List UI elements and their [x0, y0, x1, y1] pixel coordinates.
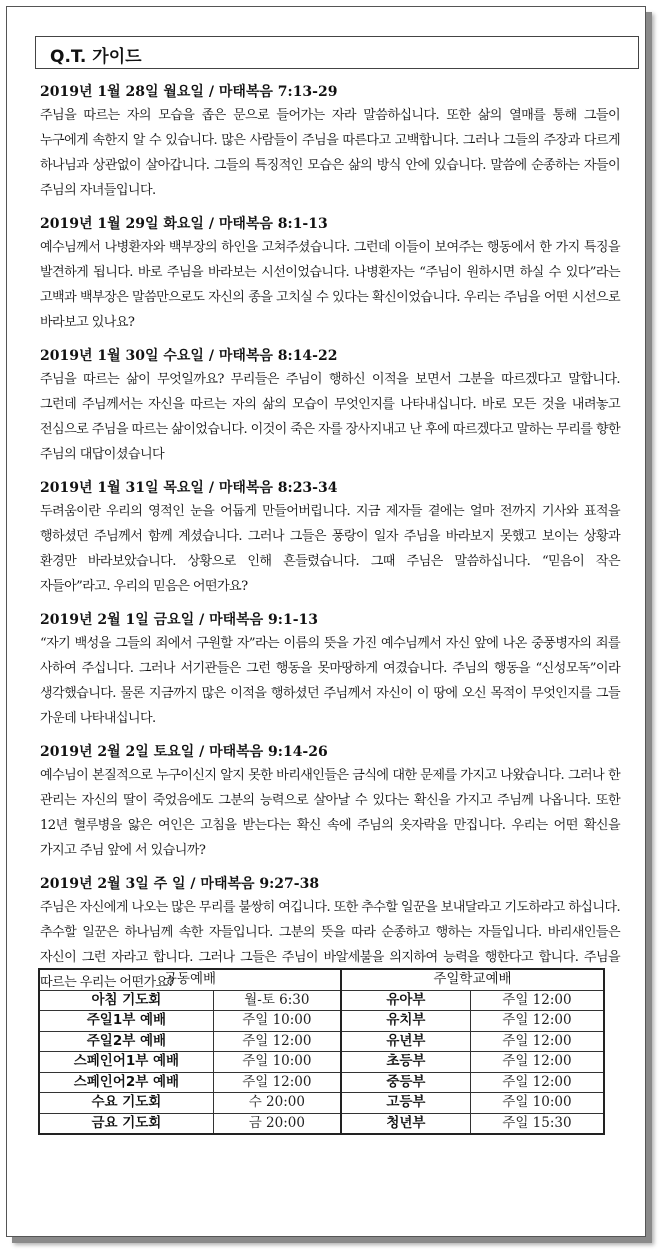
service-name: 주일2부 예배: [39, 1031, 213, 1052]
department-time: 주일 12:00: [470, 1011, 604, 1032]
table-row: [39, 1031, 604, 1052]
qt-entry: [40, 345, 620, 467]
entry-body: 예수님께서 나병환자와 백부장의 하인을 고쳐주셨습니다. 그런데 이들이 보여주는 행동에서 한 가지 특징을 발견하게 됩니다. 바로 주님을 바라보는 시선이었습니다. 나병환자는 “주님이 원하시면 하실 수 있다”라는 고백과 백부장은 말씀만으로도 자신의 종을 고치실 수 있다는 확신이었습니다. 우리는 주님을 어떤 시선으로 바라보고 있나요?: [40, 240, 620, 330]
service-time: 주일 10:00: [213, 1052, 341, 1073]
entry-heading: 2019년 1월 28일 월요일 / 마태복음 7:13-29: [40, 84, 338, 100]
department-name: 유년부: [341, 1031, 470, 1052]
entry-body: 주님을 따르는 자의 모습을 좁은 문으로 들어가는 자라 말씀하십니다. 또한 삶의 열매를 통해 그들이 누구에게 속한지 알 수 있습니다. 많은 사람들이 주님을 따른다고 고백합니다. 그러나 그들의 주장과 다르게 하나님과 상관없이 살아갑니다. 그들의 특징적인 모습은 삶의 방식 안에 있습니다. 말씀에 순종하는 자들이 주님의 자녀들입니다.: [40, 108, 620, 198]
department-name: 청년부: [341, 1113, 470, 1134]
table-row: [39, 1052, 604, 1073]
entry-heading: 2019년 2월 1일 금요일 / 마태복음 9:1-13: [40, 612, 318, 628]
department-name: 유치부: [341, 1011, 470, 1032]
page-title: Q.T. 가이드: [50, 47, 142, 67]
service-name: 스페인어2부 예배: [39, 1072, 213, 1093]
entry-heading: 2019년 2월 3일 주 일 / 마태복음 9:27-38: [40, 876, 320, 892]
service-name: 수요 기도회: [39, 1093, 213, 1114]
right-header: 주일학교예배: [341, 969, 604, 990]
qt-entry: [40, 477, 620, 599]
qt-entry: [40, 741, 620, 863]
entry-body: 주님을 따르는 삶이 무엇일까요? 무리들은 주님이 행하신 이적을 보면서 그분을 따르겠다고 말합니다. 그런데 주님께서는 자신을 따르는 자의 삶의 모습이 무엇인지를 나타내십니다. 바로 모든 것을 내려놓고 전심으로 주님을 따르는 삶이었습니다. 이것이 죽은 자를 장사지내고 난 후에 따르겠다고 말하는 무리를 향한 주님의 대답이셨습니다: [40, 372, 621, 462]
qt-entry: [40, 609, 620, 731]
department-name: 고등부: [341, 1093, 470, 1114]
qt-entry: [40, 81, 620, 203]
qt-entry: [40, 213, 620, 335]
entry-body: 주님은 자신에게 나오는 많은 무리를 불쌍히 여깁니다. 또한 추수할 일꾼을 보내달라고 기도하라고 하십니다. 추수할 일꾼은 하나님께 속한 자들입니다. 그분의 뜻을 따라 순종하고 행하는 자들입니다. 바리새인들은 자신이 그런 자라고 합니다. 그러나 그들은 주님이 바알세불을 의지하여 능력을 행한다고 합니다. 주님을 따르는 우리는 어떤가요?: [40, 900, 621, 990]
service-time: 월-토 6:30: [213, 990, 341, 1011]
table-row: [39, 990, 604, 1011]
department-name: 유아부: [341, 990, 470, 1011]
service-name: 아침 기도회: [39, 990, 213, 1011]
title-box: [35, 36, 639, 69]
table-row: [39, 1093, 604, 1114]
service-name: 주일1부 예배: [39, 1011, 213, 1032]
table-row: [39, 1011, 604, 1032]
service-time: 주일 12:00: [213, 1072, 341, 1093]
department-time: 주일 12:00: [470, 1052, 604, 1073]
worship-schedule-table: [38, 968, 605, 1135]
entry-body: “자기 백성을 그들의 죄에서 구원할 자”라는 이름의 뜻을 가진 예수님께서 자신 앞에 나온 중풍병자의 죄를 사하여 주십니다. 그러나 서기관들은 그런 행동을 못마땅하게 여겼습니다. 주님의 행동을 “신성모독”이라 생각했습니다. 물론 지금까지 많은 이적을 행하셨던 주님께서 자신이 이 땅에 오신 목적이 무엇인지를 그들 가운데 나타내십니다.: [40, 636, 620, 726]
service-name: 금요 기도회: [39, 1113, 213, 1134]
service-time: 주일 10:00: [213, 1011, 341, 1032]
service-time: 주일 12:00: [213, 1031, 341, 1052]
entry-heading: 2019년 1월 31일 목요일 / 마태복음 8:23-34: [40, 480, 338, 496]
qt-entries: [40, 81, 620, 1005]
left-header: 공동예배: [39, 969, 341, 990]
entry-body: 예수님이 본질적으로 누구이신지 알지 못한 바리새인들은 금식에 대한 문제를 가지고 나왔습니다. 그러나 한 관리는 자신의 딸이 죽었음에도 그분의 능력으로 살아날 수 있다는 확신을 가지고 주님께 나옵니다. 또한 12년 혈루병을 앓은 여인은 고침을 받는다는 확신 속에 주님의 옷자락을 만집니다. 우리는 어떤 확신을 가지고 주님 앞에 서 있습니까?: [40, 768, 620, 858]
department-time: 주일 15:30: [470, 1113, 604, 1134]
entry-heading: 2019년 1월 30일 수요일 / 마태복음 8:14-22: [40, 348, 338, 364]
table-row: [39, 1072, 604, 1093]
table-row: [39, 1113, 604, 1134]
department-time: 주일 12:00: [470, 990, 604, 1011]
department-name: 초등부: [341, 1052, 470, 1073]
department-time: 주일 12:00: [470, 1072, 604, 1093]
department-time: 주일 12:00: [470, 1031, 604, 1052]
entry-body: 두려움이란 우리의 영적인 눈을 어둡게 만들어버립니다. 지금 제자들 곁에는 얼마 전까지 기사와 표적을 행하셨던 주님께서 함께 계셨습니다. 그러나 그들은 풍랑이 일자 주님을 바라보지 못했고 보이는 상황과 환경만 바라보았습니다. 상황으로 인해 흔들렸습니다. 그때 주님은 말씀하십니다. “믿음이 작은 자들아”라고. 우리의 믿음은 어떤가요?: [40, 504, 620, 594]
department-name: 중등부: [341, 1072, 470, 1093]
service-time: 금 20:00: [213, 1113, 341, 1134]
schedule-header-row: [39, 969, 604, 990]
department-time: 주일 10:00: [470, 1093, 604, 1114]
service-time: 수 20:00: [213, 1093, 341, 1114]
service-name: 스페인어1부 예배: [39, 1052, 213, 1073]
entry-heading: 2019년 2월 2일 토요일 / 마태복음 9:14-26: [40, 744, 328, 760]
entry-heading: 2019년 1월 29일 화요일 / 마태복음 8:1-13: [40, 216, 328, 232]
